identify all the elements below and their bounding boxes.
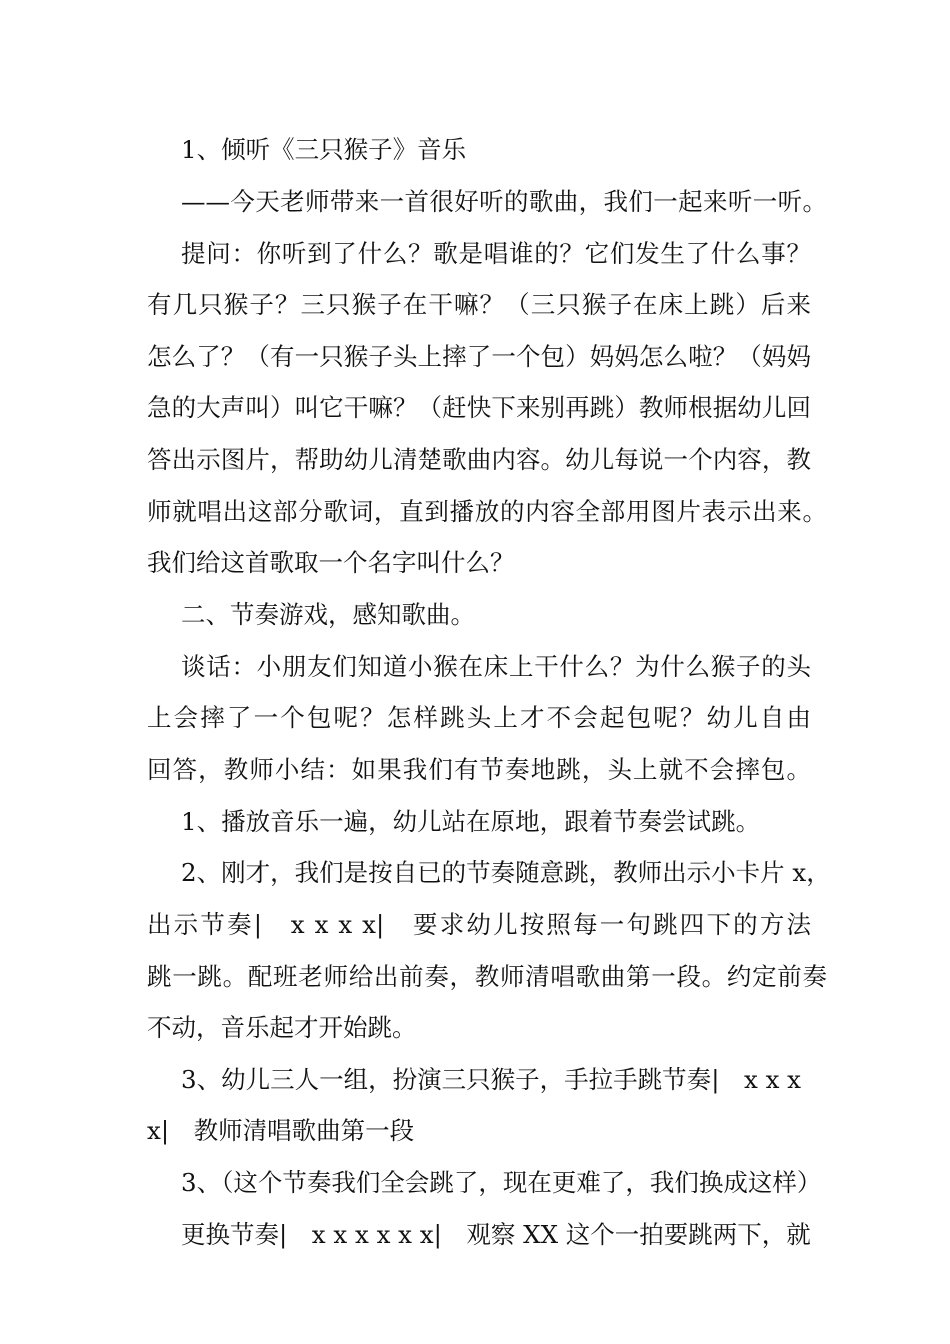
- text-line-4: 有几只猴子？三只猴子在干嘛？（三只猴子在床上跳）后来: [147, 290, 811, 319]
- section-heading: 二、节奏游戏，感知歌曲。: [181, 600, 475, 629]
- text-line-21: 3、（这个节奏我们全会跳了，现在更难了，我们换成这样）: [181, 1168, 822, 1197]
- text-line-11: 谈话：小朋友们知道小猴在床上干什么？为什么猴子的头: [181, 652, 811, 681]
- text-line-9: 我们给这首歌取一个名字叫什么？: [147, 548, 515, 577]
- text-line-7: 答出示图片，帮助幼儿清楚歌曲内容。幼儿每说一个内容，教: [147, 445, 811, 474]
- text-line-16: 出示节奏| x x x x| 要求幼儿按照每一句跳四下的方法: [147, 910, 811, 939]
- text-line-18: 不动，音乐起才开始跳。: [147, 1013, 417, 1042]
- text-line-12: 上会摔了一个包呢？怎样跳头上才不会起包呢？幼儿自由: [147, 703, 811, 732]
- text-line-6: 急的大声叫）叫它干嘛？（赶快下来别再跳）教师根据幼儿回: [147, 393, 811, 422]
- text-line-20: x| 教师清唱歌曲第一段: [147, 1116, 415, 1145]
- text-line-15: 2、刚才，我们是按自已的节奏随意跳，教师出示小卡片 x，: [181, 858, 831, 887]
- text-line-5: 怎么了？（有一只猴子头上摔了一个包）妈妈怎么啦？（妈妈: [147, 342, 811, 371]
- text-line-17: 跳一跳。配班老师给出前奏，教师清唱歌曲第一段。约定前奏: [147, 962, 827, 991]
- text-line-3: 提问：你听到了什么？歌是唱谁的？它们发生了什么事？: [181, 239, 811, 268]
- text-line-22: 更换节奏| x x x x x x| 观察 XX 这个一拍要跳两下，就: [181, 1220, 811, 1249]
- text-line-14: 1、播放音乐一遍，幼儿站在原地，跟着节奏尝试跳。: [181, 807, 761, 836]
- text-line-2: ——今天老师带来一首很好听的歌曲，我们一起来听一听。: [181, 187, 827, 216]
- text-line-8: 师就唱出这部分歌词，直到播放的内容全部用图片表示出来。: [147, 497, 827, 526]
- text-line-19: 3、幼儿三人一组，扮演三只猴子，手拉手跳节奏| x x x: [181, 1065, 801, 1094]
- text-line-1: 1、倾听《三只猴子》音乐: [181, 135, 467, 164]
- text-line-13: 回答，教师小结：如果我们有节奏地跳，头上就不会摔包。: [147, 755, 811, 784]
